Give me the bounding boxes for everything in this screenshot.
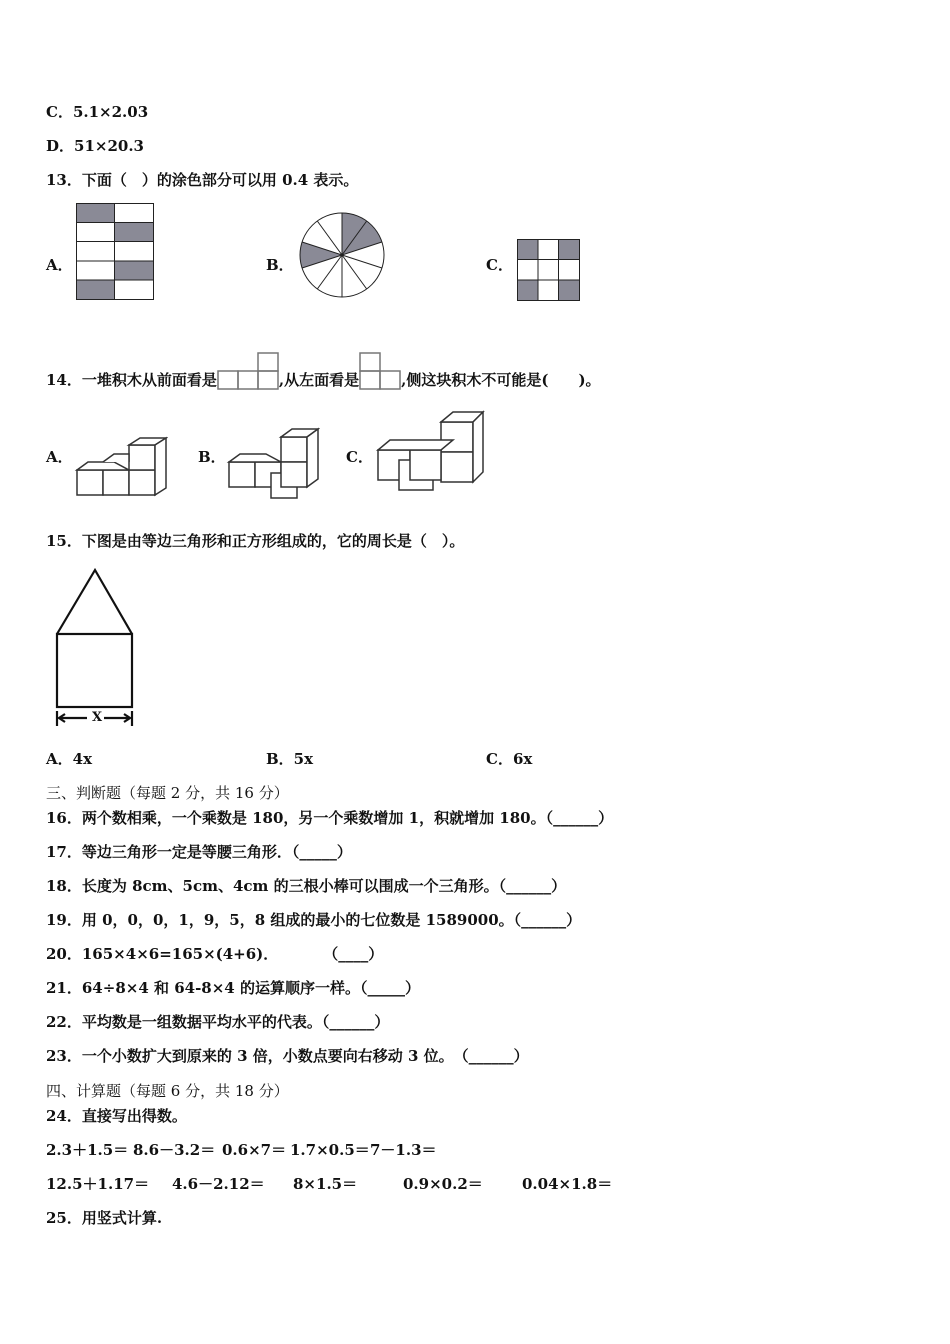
calc-item: 8×1.5＝ [293, 1175, 358, 1193]
option-a-14-label: A． [46, 448, 73, 466]
option-d-12: D．51×20.3 [46, 137, 144, 155]
judge-question-20: 20．165×4×6=165×(4+6)． （____） [46, 945, 384, 963]
option-a-15: A．4x [46, 750, 93, 768]
judge-question-17: 17．等边三角形一定是等腰三角形．（_____） [46, 843, 352, 861]
judge-question-18: 18．长度为 8cm、5cm、4cm 的三根小棒可以围成一个三角形。（______） [46, 877, 567, 895]
calc-item: 7－1.3＝ [370, 1141, 437, 1159]
front-view-figure [217, 351, 279, 391]
option-a-13-label: A． [46, 256, 73, 274]
question-13: 13．下面（ ）的涂色部分可以用 0.4 表示。 [46, 171, 359, 189]
section-4-heading: 四、计算题（每题 6 分，共 18 分） [46, 1082, 289, 1100]
option-c-14-label: C． [346, 448, 373, 466]
shaded-grid-figure-a [76, 203, 154, 300]
shaded-grid-figure-c [517, 239, 580, 301]
calc-item: 0.04×1.8＝ [522, 1175, 613, 1193]
question-15: 15．下图是由等边三角形和正方形组成的，它的周长是（ ）。 [46, 532, 465, 550]
calc-item: 1.7×0.5＝ [290, 1141, 370, 1159]
option-c-15: C．6x [486, 750, 533, 768]
calc-item: 2.3＋1.5＝ [46, 1141, 129, 1159]
question-25: 25．用竖式计算. [46, 1209, 163, 1227]
left-view-figure [359, 351, 401, 391]
calc-item: 4.6－2.12＝ [172, 1175, 265, 1193]
question-14-part1: 14．一堆积木从前面看是 [46, 371, 217, 389]
option-b-14-label: B． [198, 448, 226, 466]
question-14-part3: ,侧这块积木不可能是( )。 [401, 371, 601, 389]
section-3-heading: 三、判断题（每题 2 分，共 16 分） [46, 784, 289, 802]
question-24: 24．直接写出得数。 [46, 1107, 187, 1125]
calc-item: 0.9×0.2＝ [403, 1175, 483, 1193]
calc-item: 8.6－3.2＝ [133, 1141, 216, 1159]
calc-item: 12.5＋1.17＝ [46, 1175, 150, 1193]
option-c-13-label: C． [486, 256, 513, 274]
block-figure-a [74, 436, 168, 498]
side-length-label: X [92, 710, 103, 725]
block-figure-b [226, 426, 320, 500]
option-b-15: B．5x [266, 750, 314, 768]
question-14 [46, 351, 601, 391]
shaded-circle-figure-b [298, 211, 386, 299]
judge-question-16: 16．两个数相乘，一个乘数是 180，另一个乘数增加 1，积就增加 180。（______） [46, 809, 614, 827]
block-figure-c [375, 408, 485, 494]
calc-item: 0.6×7＝ [222, 1141, 287, 1159]
judge-question-22: 22．平均数是一组数据平均水平的代表。（______） [46, 1013, 390, 1031]
judge-question-23: 23．一个小数扩大到原来的 3 倍，小数点要向右移动 3 位。 （______） [46, 1047, 529, 1065]
judge-question-21: 21．64÷8×4 和 64-8×4 的运算顺序一样。（_____） [46, 979, 420, 997]
judge-question-19: 19．用 0，0，0，1，9，5，8 组成的最小的七位数是 1589000。（______） [46, 911, 582, 929]
option-b-13-label: B． [266, 256, 294, 274]
question-14-part2: ,从左面看是 [278, 371, 360, 389]
option-c-12: C．5.1×2.03 [46, 103, 149, 121]
